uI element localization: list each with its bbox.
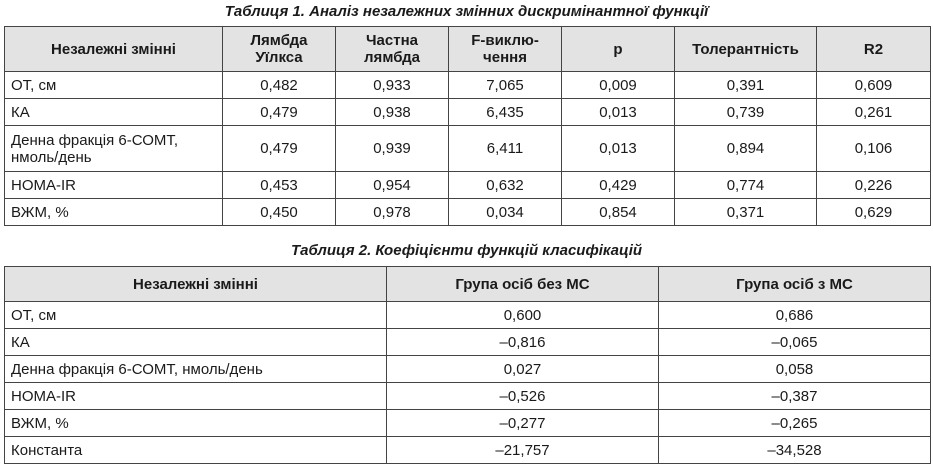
table2 xyxy=(4,266,931,464)
table-row xyxy=(5,172,931,199)
table-row xyxy=(5,383,931,410)
table1 xyxy=(4,26,931,226)
table1-cell: 7,065 xyxy=(449,72,562,99)
table1-header-r2: R2 xyxy=(817,27,931,72)
table2-cell: КА xyxy=(5,329,387,356)
table-row xyxy=(5,72,931,99)
table2-header-group-with-ms: Група осіб з МС xyxy=(659,267,931,302)
table1-cell: 0,034 xyxy=(449,199,562,226)
table1-cell: ВЖМ, % xyxy=(5,199,223,226)
table1-cell: 0,854 xyxy=(562,199,675,226)
table1-cell: 0,106 xyxy=(817,126,931,172)
table1-cell: 0,261 xyxy=(817,99,931,126)
table2-cell: Денна фракція 6-СОМТ, нмоль/день xyxy=(5,356,387,383)
table1-header-wilks-lambda: Лямбда Уїлкса xyxy=(223,27,336,72)
table-row xyxy=(5,356,931,383)
table1-header-row xyxy=(5,27,931,72)
table1-cell: 0,938 xyxy=(336,99,449,126)
table1-cell: ОТ, см xyxy=(5,72,223,99)
table1-cell: Денна фракція 6-СОМТ, нмоль/день xyxy=(5,126,223,172)
table1-cell: 0,429 xyxy=(562,172,675,199)
table2-cell: 0,600 xyxy=(387,302,659,329)
table-row xyxy=(5,126,931,172)
table1-cell: 0,013 xyxy=(562,99,675,126)
table2-cell: –0,387 xyxy=(659,383,931,410)
table1-cell: 0,009 xyxy=(562,72,675,99)
table1-cell: 0,013 xyxy=(562,126,675,172)
table2-header-group-without-ms: Група осіб без МС xyxy=(387,267,659,302)
table2-cell: 0,027 xyxy=(387,356,659,383)
table1-cell: HOMA-IR xyxy=(5,172,223,199)
table1-cell: 0,391 xyxy=(675,72,817,99)
table-row xyxy=(5,329,931,356)
table1-cell: 0,482 xyxy=(223,72,336,99)
table2-cell: –0,526 xyxy=(387,383,659,410)
table1-cell: 0,479 xyxy=(223,99,336,126)
table2-cell: –0,265 xyxy=(659,410,931,437)
table1-header-variables: Незалежні змінні xyxy=(5,27,223,72)
table1-cell: КА xyxy=(5,99,223,126)
table1-cell: 0,739 xyxy=(675,99,817,126)
table1-cell: 0,609 xyxy=(817,72,931,99)
table1-cell: 0,978 xyxy=(336,199,449,226)
table1-cell: 0,954 xyxy=(336,172,449,199)
table1-cell: 0,894 xyxy=(675,126,817,172)
table1-header-p: p xyxy=(562,27,675,72)
table1-cell: 0,450 xyxy=(223,199,336,226)
table2-cell: HOMA-IR xyxy=(5,383,387,410)
table-row xyxy=(5,410,931,437)
table1-cell: 0,629 xyxy=(817,199,931,226)
table1-header-partial-lambda: Частна лямбда xyxy=(336,27,449,72)
table2-cell: –34,528 xyxy=(659,437,931,464)
table2-cell: 0,686 xyxy=(659,302,931,329)
table2-cell: –0,277 xyxy=(387,410,659,437)
table2-cell: Константа xyxy=(5,437,387,464)
table1-header-tolerance: Толерантність xyxy=(675,27,817,72)
table1-cell: 0,774 xyxy=(675,172,817,199)
table2-header-row xyxy=(5,267,931,302)
table1-cell: 6,435 xyxy=(449,99,562,126)
table-row xyxy=(5,302,931,329)
table-row xyxy=(5,99,931,126)
table-row xyxy=(5,199,931,226)
table1-cell: 0,479 xyxy=(223,126,336,172)
table-row xyxy=(5,437,931,464)
table1-header-f-exclusion: F-виклю-чення xyxy=(449,27,562,72)
table1-cell: 6,411 xyxy=(449,126,562,172)
table2-cell: –21,757 xyxy=(387,437,659,464)
table1-cell: 0,453 xyxy=(223,172,336,199)
table2-cell: ОТ, см xyxy=(5,302,387,329)
table2-cell: –0,065 xyxy=(659,329,931,356)
table2-cell: ВЖМ, % xyxy=(5,410,387,437)
table2-cell: 0,058 xyxy=(659,356,931,383)
table1-cell: 0,939 xyxy=(336,126,449,172)
table1-cell: 0,933 xyxy=(336,72,449,99)
table1-title: Таблиця 1. Аналіз незалежних змінних дискримінантної функції xyxy=(224,3,709,20)
table2-title: Таблиця 2. Коефіцієнти функцій класифікацій xyxy=(290,242,643,259)
table1-cell: 0,632 xyxy=(449,172,562,199)
table1-cell: 0,226 xyxy=(817,172,931,199)
table1-cell: 0,371 xyxy=(675,199,817,226)
table2-header-variables: Незалежні змінні xyxy=(5,267,387,302)
table2-cell: –0,816 xyxy=(387,329,659,356)
